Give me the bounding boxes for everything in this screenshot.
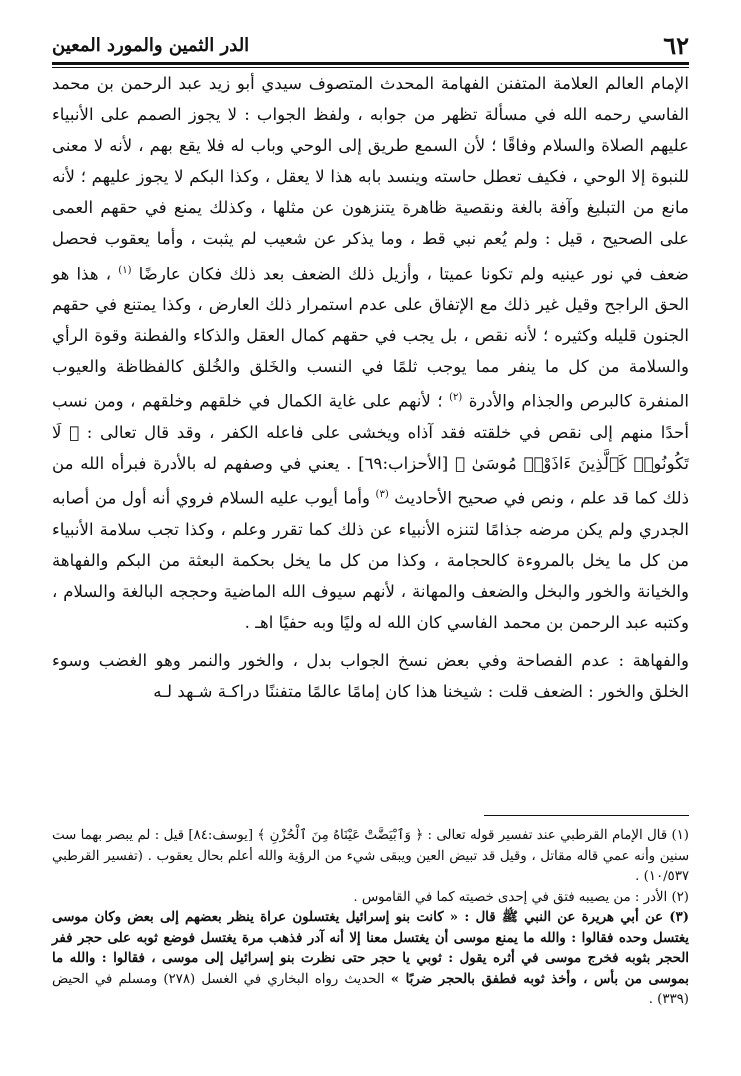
footnote-1: (١) قال الإمام القرطبي عند تفسير قوله تعالى : ﴿ وَٱبْيَضَّتْ عَيْنَاهُ مِنَ ٱلْحُزْنِ ﴾ [يوسف:٨٤] قيل : لم يبصر بهما ست سنين وأنه عمي قاله مقاتل ، وقيل قد تبيض العين ويبقى شيء من الرؤية والله أعلم بحال يعقوب . (تفسير القرطبي ١٠/٥٣٧) .	[52, 828, 689, 884]
paragraph-2: والفهاهة : عدم الفصاحة وفي بعض نسخ الجواب بدل ، والخور والنمر وهو الغضب وسوء الخلق والخور : الضعف قلت : شيخنا هذا كان إمامًا عالمًا متفننًا دراكـة شـهد لـه	[52, 651, 689, 702]
page-number: ٦٢	[663, 30, 689, 60]
paragraph-1-text-c: ؛ لأنهم على غاية الكمال في خلقهم وخلقهم ، ومن نسب أحدًا منهم إلى نقص في خلقته فقد آذاه ويخشى على فاعله الكفر ، وقد قال تعالى : ﴿ لَا تَكُونُوا۟ كَٱلَّذِينَ ءَاذَوْا۟ مُوسَىٰ ﴾ [الأحزاب:٦٩] . يعني في وصفهم له بالأدرة فبرأه الله من ذلك كما قد علم ، ونص في صحيح الأحاديث	[52, 392, 689, 508]
paragraph-1-text-d: وأما أيوب عليه السلام فروي أنه أول من أصابه الجدري ولم يكن مرضه جذامًا لتنزه الأنبياء عن ذلك كما تقرر وعلم ، وكذا تجب سلامة الأنبياء من كل ما يخل بالمروءة كالحجامة ، وكذا من كل ما يخل بحكمة البعثة من البكم والفهاهة والخيانة والخور والبخل والضعف والمهانة ، لأنهم سيوف الله الماضية وحججه البالغة والسلام ، وكتبه عبد الرحمن بن محمد الفاسي كان الله له وليًا وبه حفيًا اهـ .	[52, 488, 689, 633]
header-rule	[52, 62, 689, 65]
main-text	[52, 68, 689, 707]
footnotes	[52, 826, 689, 1011]
paragraph-1-text-a: الإمام العالم العلامة المتفنن الفهامة المحدث المتصوف سيدي أبو زيد عبد الرحمن بن محمد الفاسي رحمه الله في مسألة تظهر من جوابه ، ولفظ الجواب : لا يجوز الصمم على الأنبياء عليهم الصلاة والسلام وفاقًا ؛ لأن السمع طريق إلى الوحي وباب له فلا يقع بهم ، لأنه لا معنى للنبوة إلا الوحي ، فكيف تعطل حاسته وينسد بابه هذا لا يعقل ، وكذا البكم لا يجوز عليهم ؛ لأنه مانع من التبليغ وآفة بالغة ونقصية ظاهرة يتنزهون عن مثلها ، وكذلك يمنع في حقهم العمى على الصحيح ، قيل : ولم يُعم نبي قط ، وما يذكر عن شعيب لم يثبت ، وأما يعقوب فحصل ضعف في نور عينيه ولم تكونا عميتا ، وأزيل ذلك الضعف بعد ذلك فكان عارضًا	[52, 74, 690, 284]
footnote-3-source: الحديث رواه البخاري في الغسل (٢٧٨) ومسلم في الحيض (٣٣٩) .	[52, 971, 689, 1007]
footnote-3-hadith: (٣) عن أبي هريرة عن النبي ﷺ قال : « كانت بنو إسرائيل يغتسلون عراة ينظر بعضهم إلى بعض وكان موسى يغتسل وحده فقالوا : والله ما يمنع موسى أن يغتسل معنا إلا أنه آدر فذهب مرة يغتسل فوضع ثوبه على حجر ففر الحجر بثوبه فخرج موسى في أثره يقول : ثوبي يا حجر حتى نظرت بنو إسرائيل إلى موسى ، فقالوا : والله ما بموسى من بأس ، وأخذ ثوبه فطفق بالحجر ضربًا »	[52, 910, 689, 987]
paragraph-1	[52, 68, 689, 638]
running-title: الدر الثمين والمورد المعين	[52, 34, 250, 56]
footnote-rule	[484, 815, 689, 816]
footnote-ref-3: (٣)	[375, 489, 389, 501]
footnote-3	[52, 908, 689, 1011]
footnote-ref-1: (١)	[118, 264, 132, 276]
footnote-ref-2: (٢)	[449, 392, 463, 404]
paragraph-1-text-b: ، هذا هو الحق الراجح وقيل غير ذلك مع الإتفاق على عدم استمرار ذلك العارض ، وكذا يمتنع في حقهم الجنون قليله وكثيره ؛ لأنه نقص ، بل يجب في حقهم كمال العقل والذكاء والفطنة وقوة الرأي والسلامة من كل ما ينفر مما يوجب ثلمًا في النسب والخَلق والخُلق كالفظاظة والعيوب المنفرة كالبرص والجذام والأدرة	[52, 264, 689, 411]
page-header	[52, 30, 689, 60]
footnote-2: (٢) الأدر : من يصيبه فتق في إحدى خصيته كما في القاموس .	[353, 889, 689, 905]
